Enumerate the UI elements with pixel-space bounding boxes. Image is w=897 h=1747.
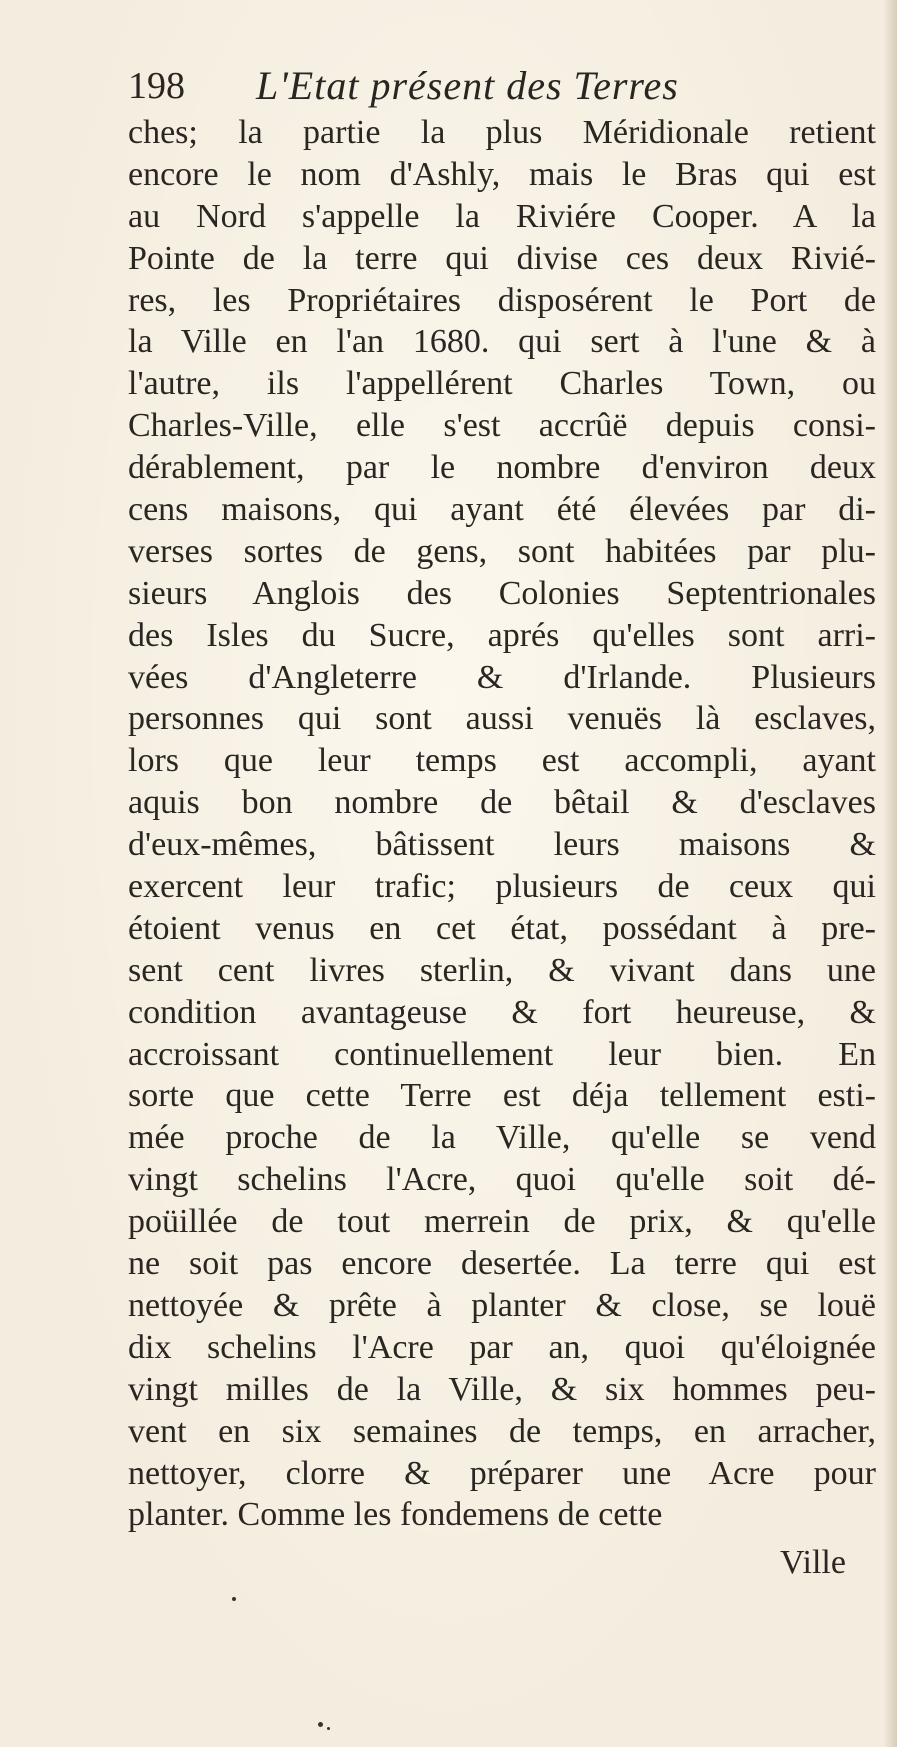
catchword: Ville xyxy=(780,1544,846,1581)
text-line: cens maisons, qui ayant été élevées par di- xyxy=(128,491,876,529)
text-line: verses sortes de gens, sont habitées par plu- xyxy=(128,532,876,570)
text-line: la Ville en l'an 1680. qui sert à l'une & à xyxy=(128,323,876,361)
text-line: planter. Comme les fondemens de cette xyxy=(128,1496,663,1534)
text-line: sieurs Anglois des Colonies Septentrionales xyxy=(128,574,876,612)
text-line: ches; la partie la plus Méridionale retient xyxy=(128,114,876,151)
text-line: encore le nom d'Ashly, mais le Bras qui est xyxy=(128,155,876,193)
text-line: dérablement, par le nombre d'environ deux xyxy=(128,449,876,487)
text-line: condition avantageuse & fort heureuse, & xyxy=(128,993,876,1031)
text-line: sorte que cette Terre est déja tellement esti- xyxy=(128,1077,876,1115)
text-line: res, les Propriétaires disposérent le Port de xyxy=(128,281,876,319)
page-header xyxy=(128,58,768,114)
text-line: lors que leur temps est accompli, ayant xyxy=(128,742,876,780)
text-line: Charles-Ville, elle s'est accrûë depuis consi- xyxy=(128,407,876,445)
body-text xyxy=(128,112,876,1536)
text-line: poüillée de tout merrein de prix, & qu'elle xyxy=(128,1203,876,1241)
text-line: vent en six semaines de temps, en arracher, xyxy=(128,1412,876,1450)
text-line: nettoyée & prête à planter & close, se louë xyxy=(128,1286,876,1324)
text-line: aquis bon nombre de bêtail & d'esclaves xyxy=(128,784,876,822)
text-line: exercent leur trafic; plusieurs de ceux qui xyxy=(128,868,876,906)
text-line: ne soit pas encore desertée. La terre qui est xyxy=(128,1245,876,1283)
page-edge-shadow xyxy=(883,0,897,1747)
text-line: vingt milles de la Ville, & six hommes peu- xyxy=(128,1370,876,1408)
text-line: personnes qui sont aussi venuës là esclaves, xyxy=(128,700,876,738)
running-head: L'Etat présent des Terres xyxy=(256,63,679,108)
text-line: des Isles du Sucre, aprés qu'elles sont arri- xyxy=(128,616,876,654)
ink-speck xyxy=(232,1597,236,1601)
text-line: étoient venus en cet état, possédant à pre- xyxy=(128,909,876,947)
ink-speck xyxy=(327,1727,330,1730)
text-line: accroissant continuellement leur bien. En xyxy=(128,1035,876,1073)
text-line: vingt schelins l'Acre, quoi qu'elle soit dé- xyxy=(128,1161,876,1199)
text-line: mée proche de la Ville, qu'elle se vend xyxy=(128,1119,876,1157)
text-line: d'eux-mêmes, bâtissent leurs maisons & xyxy=(128,826,876,864)
text-line: vées d'Angleterre & d'Irlande. Plusieurs xyxy=(128,658,876,696)
text-line: Pointe de la terre qui divise ces deux Rivié- xyxy=(128,239,876,277)
text-line: sent cent livres sterlin, & vivant dans une xyxy=(128,951,876,989)
page-number: 198 xyxy=(128,65,185,107)
text-line: nettoyer, clorre & préparer une Acre pour xyxy=(128,1454,876,1492)
text-line: dix schelins l'Acre par an, quoi qu'éloignée xyxy=(128,1328,876,1366)
text-line: l'autre, ils l'appellérent Charles Town, ou xyxy=(128,365,876,403)
ink-speck xyxy=(318,1722,323,1727)
text-line: au Nord s'appelle la Riviére Cooper. A la xyxy=(128,197,876,235)
